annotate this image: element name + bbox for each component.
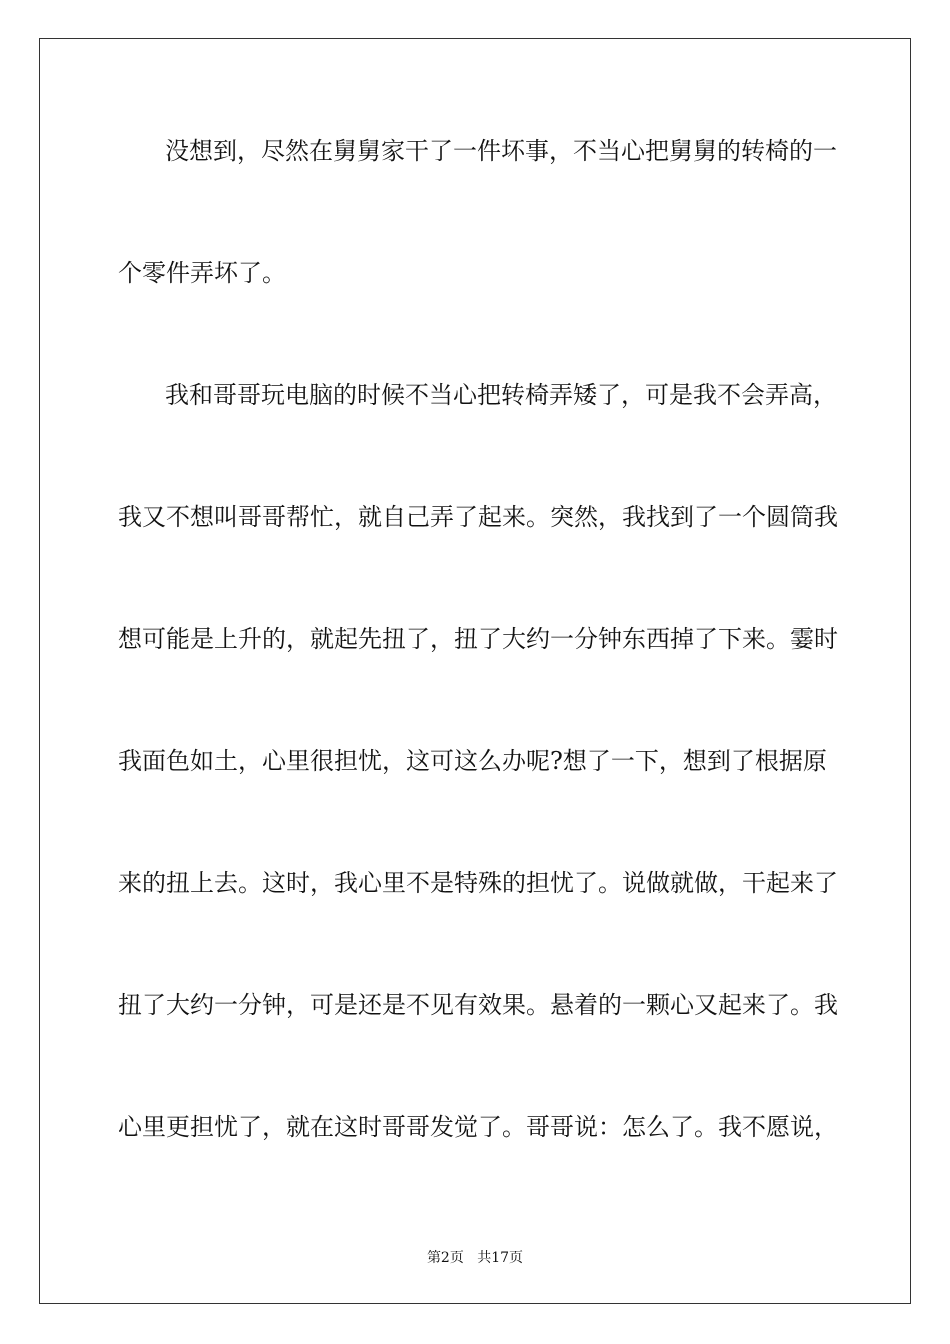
paragraph-line: 来的扭上去。这时，我心里不是特殊的担忧了。说做就做，干起来了	[118, 869, 838, 897]
paragraph-line: 没想到，尽然在舅舅家干了一件坏事，不当心把舅舅的转椅的一	[165, 137, 837, 165]
paragraph-line: 我又不想叫哥哥帮忙，就自己弄了起来。突然，我找到了一个圆筒我	[118, 503, 838, 531]
paragraph-line: 个零件弄坏了。	[118, 259, 286, 287]
page-total: 共17页	[477, 1250, 524, 1266]
page-footer	[0, 1247, 950, 1267]
paragraph-line: 我和哥哥玩电脑的时候不当心把转椅弄矮了，可是我不会弄高，	[165, 381, 837, 409]
paragraph-line: 我面色如土，心里很担忧，这可这么办呢?想了一下，想到了根据原	[118, 747, 827, 775]
paragraph-line: 想可能是上升的，就起先扭了，扭了大约一分钟东西掉了下来。霎时	[118, 625, 838, 653]
paragraph-line: 扭了大约一分钟，可是还是不见有效果。悬着的一颗心又起来了。我	[118, 991, 838, 1019]
paragraph-line: 心里更担忧了，就在这时哥哥发觉了。哥哥说：怎么了。我不愿说，	[118, 1113, 838, 1141]
page-number: 第2页	[426, 1250, 464, 1266]
